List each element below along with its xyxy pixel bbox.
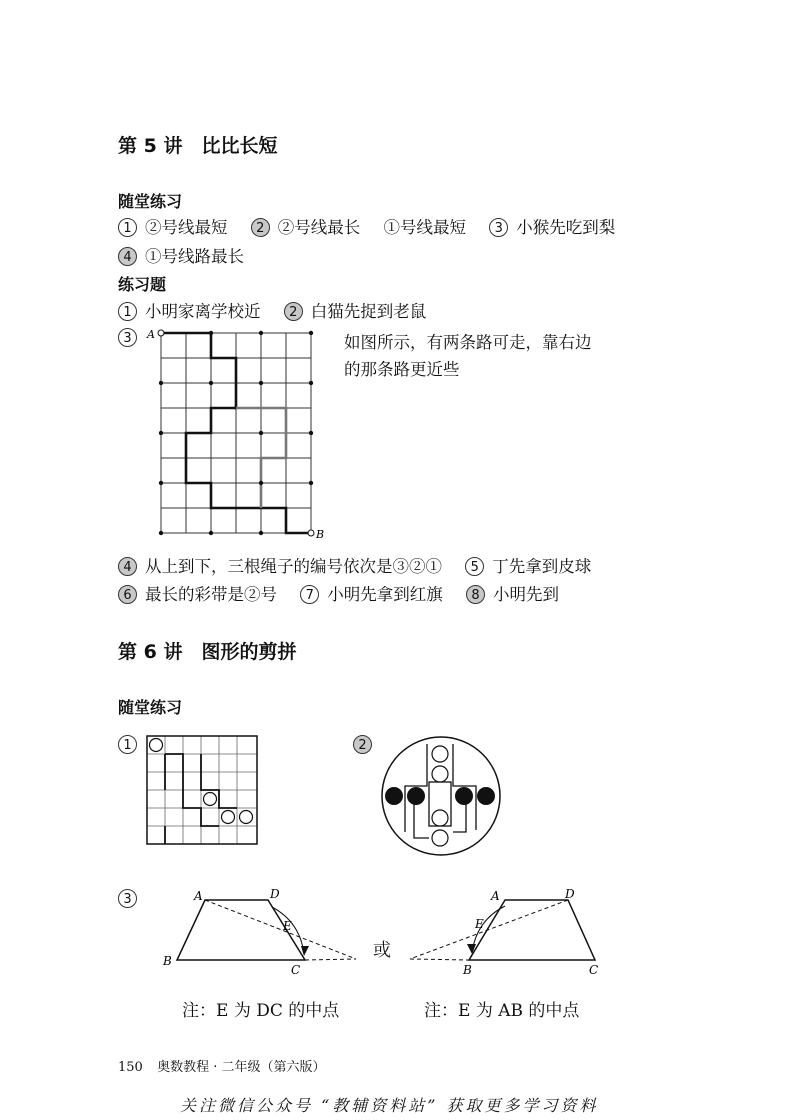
lesson6-title: 第 6 讲 图形的剪拼 — [118, 641, 297, 663]
circle-cut-figure — [378, 734, 504, 858]
lesson6-practice-title: 随堂练习 — [118, 698, 183, 717]
trapezoid-left-figure — [160, 882, 370, 977]
lesson5-title: 第 5 讲 比比长短 — [118, 135, 278, 157]
answer-number: 3 — [118, 889, 137, 908]
trapezoid-right-dashed-cut — [410, 900, 568, 959]
fig2-white-circles — [432, 746, 448, 846]
answer-number: 2 — [284, 302, 303, 321]
fig2-black-circles — [385, 787, 495, 805]
answer-number: 8 — [466, 585, 485, 604]
answer-number: 3 — [489, 218, 508, 237]
answer-text: ①号线路最长 — [145, 247, 244, 266]
vertex-c-label: C — [589, 963, 599, 977]
trapezoid-right-dashed-base — [410, 959, 469, 960]
answer-number: 2 — [251, 218, 270, 237]
answer-text: 丁先拿到皮球 — [492, 557, 592, 576]
book-title: 奥数教程 · 二年级（第六版） — [157, 1060, 326, 1075]
answer-number: 3 — [118, 328, 137, 347]
lesson6-item2-number-wrap — [353, 735, 380, 754]
answer-text: 小明家离学校近 — [145, 302, 261, 321]
lesson5-exercise-line4 — [118, 553, 591, 577]
answer-number: 5 — [465, 557, 484, 576]
answer-number: 7 — [300, 585, 319, 604]
answer-text: 小明先拿到红旗 — [327, 585, 443, 604]
answer-text: ②号线最长 — [277, 218, 361, 237]
answer-number: 2 — [353, 735, 372, 754]
answer-text: 白猫先捉到老鼠 — [310, 302, 427, 321]
page-footer — [118, 1056, 326, 1075]
point-a-label: A — [147, 328, 155, 341]
lesson5-practice-title: 随堂练习 — [118, 192, 183, 211]
vertex-d-label: D — [565, 887, 575, 901]
lesson5-practice-line1 — [118, 214, 615, 238]
point-b-label: B — [316, 528, 325, 540]
answer-number: 1 — [118, 302, 137, 321]
answer-number: 1 — [118, 218, 137, 237]
trapezoid-right-figure — [405, 882, 610, 977]
point-a-marker — [158, 330, 164, 336]
note-right: 注：E 为 AB 的中点 — [424, 1001, 580, 1021]
answer-text: ②号线最短 — [145, 218, 228, 237]
answer-number: 1 — [118, 735, 137, 754]
note-left: 注：E 为 DC 的中点 — [182, 1001, 340, 1021]
route-grid-diagram — [140, 325, 330, 540]
answer-text: 从上到下，三根绳子的编号依次是③②① — [145, 557, 442, 576]
answer-text: 小明先到 — [493, 585, 559, 604]
vertex-b-label: B — [463, 963, 472, 977]
exercise3-explanation-line2: 的那条路更近些 — [344, 360, 460, 379]
lesson6-item1-number-wrap — [118, 735, 145, 754]
or-text: 或 — [373, 940, 391, 961]
lesson5-exercise-line1 — [118, 298, 426, 322]
answer-number: 4 — [118, 247, 137, 266]
midpoint-e-label: E — [283, 919, 292, 933]
trapezoid-left-dashed-cut — [205, 900, 356, 959]
page-number: 150 — [118, 1060, 143, 1075]
answer-text: 最长的彩带是②号 — [145, 585, 277, 604]
exercise3-explanation-line1: 如图所示，有两条路可走，靠右边 — [344, 333, 592, 352]
lesson5-exercise-line5 — [118, 581, 559, 605]
lesson6-item3-number-wrap — [118, 889, 145, 908]
grid-cut-figure — [144, 734, 262, 848]
vertex-b-label: B — [163, 954, 172, 968]
answer-number: 6 — [118, 585, 137, 604]
midpoint-e-label: E — [475, 917, 484, 931]
trapezoid-left-dashed-base — [305, 959, 356, 960]
point-b-marker — [308, 530, 314, 536]
lesson5-practice-line2 — [118, 243, 244, 267]
vertex-a-label: A — [491, 889, 500, 903]
vertex-a-label: A — [194, 889, 203, 903]
watermark-text: 关注微信公众号 “教辅资料站” 获取更多学习资料 — [180, 1096, 599, 1115]
arrow-head — [467, 944, 476, 954]
answer-text: 小猴先吃到梨 — [516, 218, 616, 237]
answer-text: ①号线最短 — [383, 218, 466, 237]
vertex-d-label: D — [270, 887, 280, 901]
vertex-c-label: C — [291, 963, 301, 977]
answer-number: 4 — [118, 557, 137, 576]
lesson5-exercise-title: 练习题 — [118, 275, 167, 294]
